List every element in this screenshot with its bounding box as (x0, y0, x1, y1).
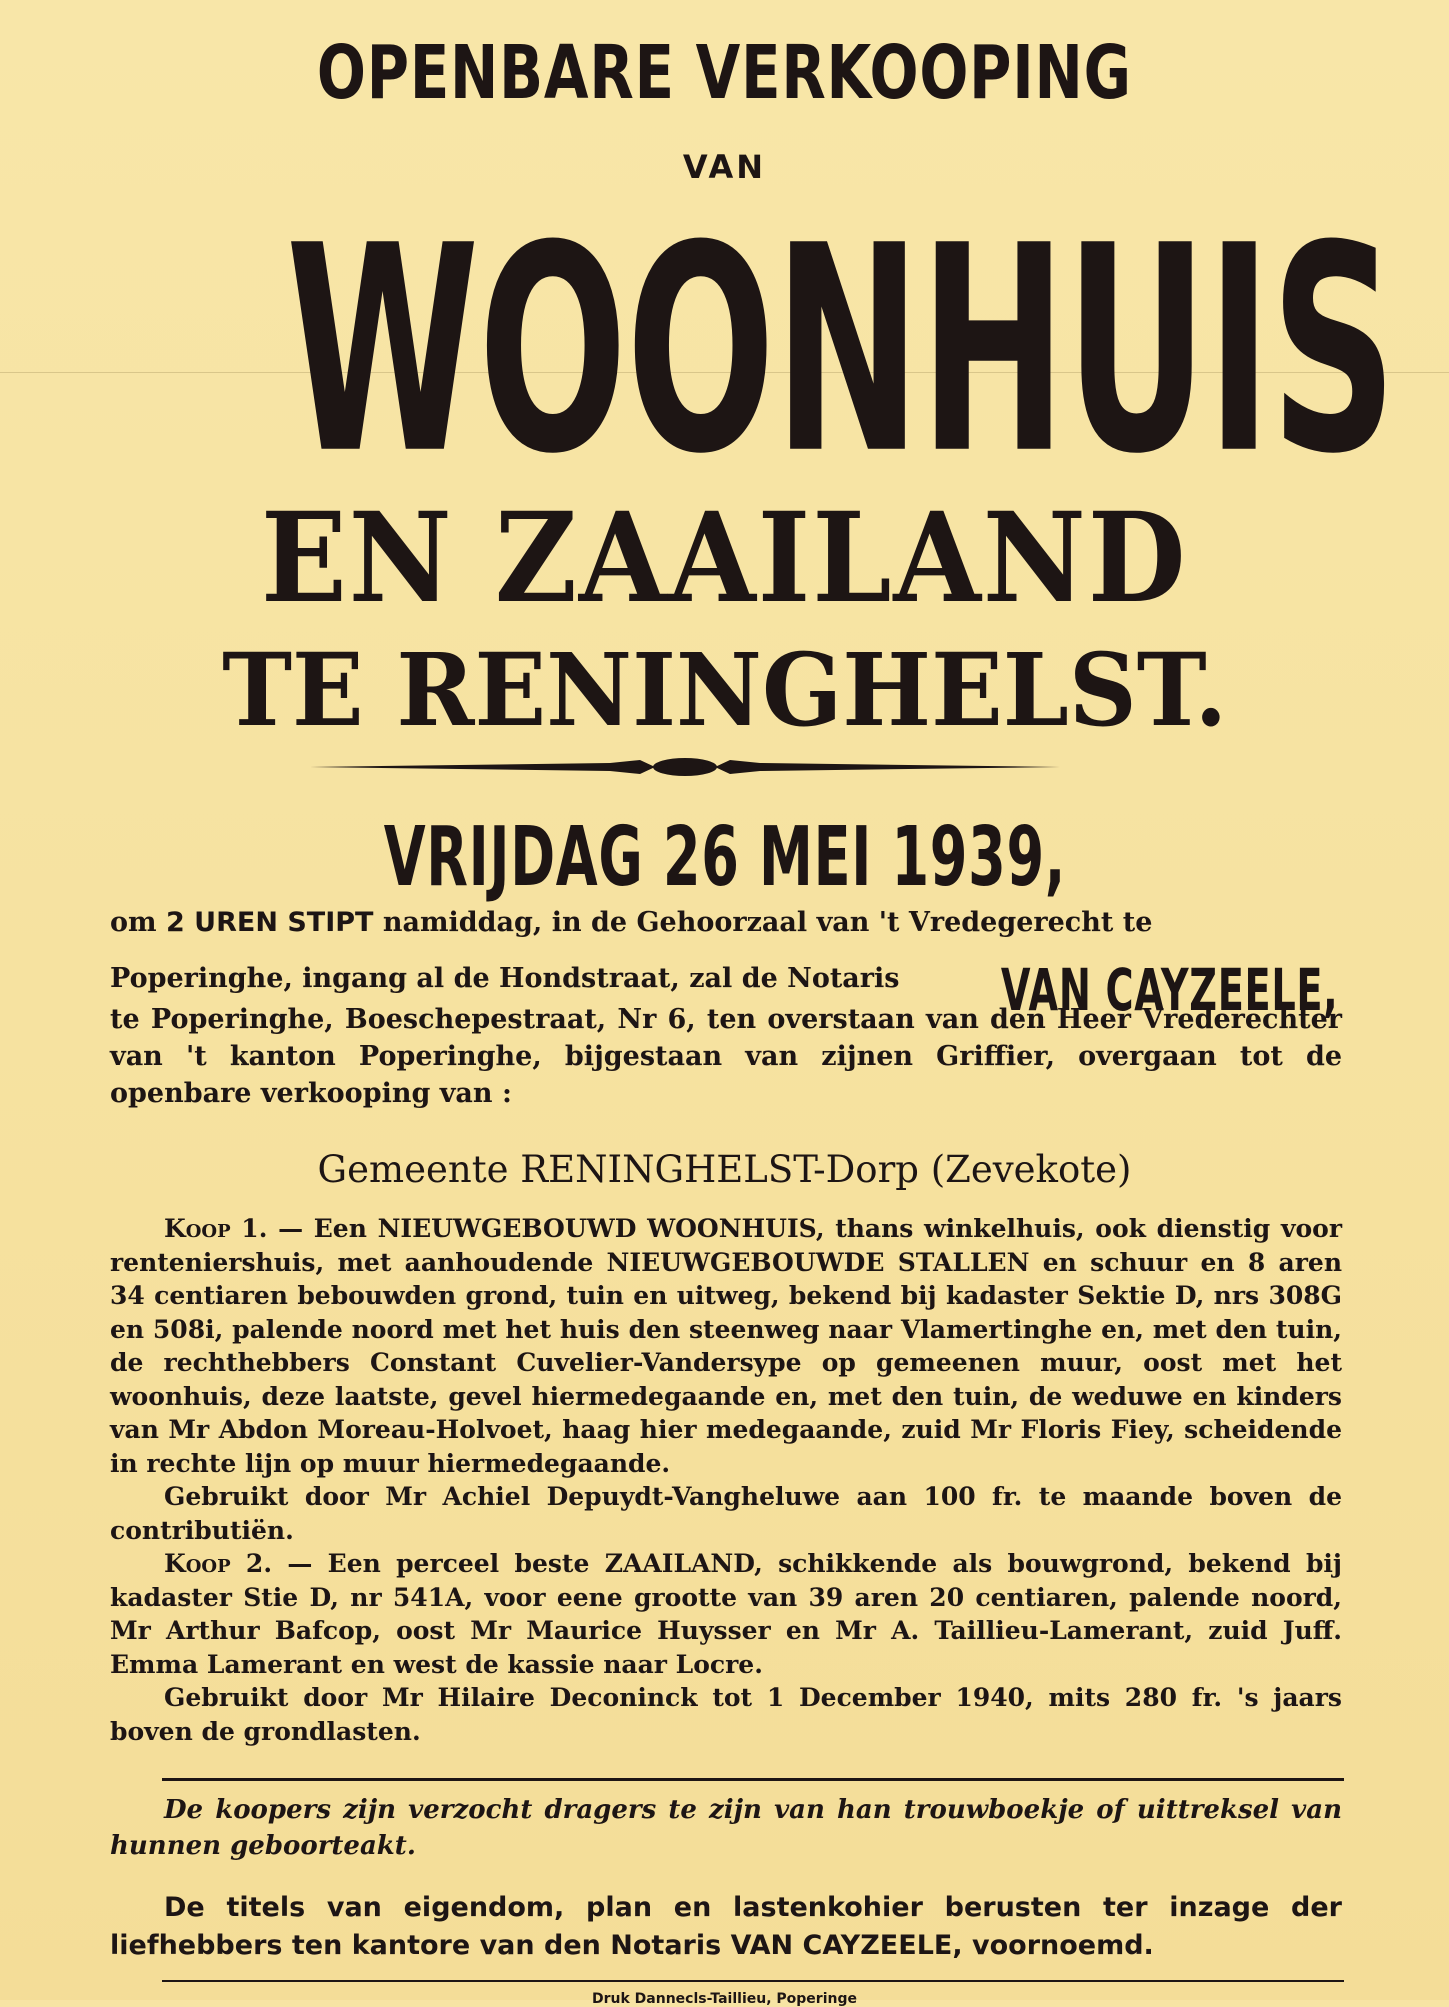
notary-name: VAN CAYZEELE, (1000, 956, 1338, 1024)
intro-line-1: om 2 UREN STIPT namiddag, in de Gehoorzaal van 't Vredegerecht te (110, 907, 1153, 938)
sale-date: VRIJDAG 26 MEI 1939, (383, 810, 1066, 905)
intro-line-3: te Poperinghe, Boeschepestraat, Nr 6, ten overstaan van den Heer Vrederechter van 't kanton Poperinghe, bijgestaan van zijnen Griffier, overgaan tot de openbare verkooping van : (110, 1004, 1342, 1109)
closing-paragraph: De titels van eigendom, plan en lastenkohier berusten ter inzage der liefhebbers ten kantore van den Notaris VAN CAYZEELE, voornoemd. (110, 1892, 1342, 1961)
lot-1-use: Gebruikt door Mr Achiel Depuydt-Vangheluwe aan 100 fr. te maande boven de contributiën. (110, 1482, 1342, 1545)
poster-title-line4: EN ZAAILAND (261, 486, 1188, 631)
ornament-divider (310, 754, 1060, 780)
poster-title-main: WOONHUIS (285, 184, 1396, 517)
bottom-rule (162, 1980, 1344, 1982)
lot-2: Koop 2. — Een perceel beste ZAAILAND, schikkende als bouwgrond, bekend bij kadaster Stie D, nr 541A, voor eene grootte van 39 aren 20 centiaren, palende noord, Mr Arthur Bafcop, oost Mr Maurice Huysser en Mr A. Taillieu-Lamerant, zuid Juff. Emma Lamerant en west de kassie naar Locre. (110, 1549, 1342, 1679)
lot-2-use: Gebruikt door Mr Hilaire Deconinck tot 1 December 1940, mits 280 fr. 's jaars boven de grondlasten. (110, 1683, 1342, 1746)
poster-title-line5: TE RENINGHELST. (221, 631, 1228, 749)
poster-title-line1: OPENBARE VERKOOPING (317, 30, 1132, 116)
intro-line-2: Poperinghe, ingang al de Hondstraat, zal de Notaris VAN CAYZEELE, (110, 956, 1338, 1024)
section-heading: Gemeente RENINGHELST-Dorp (Zevekote) (317, 1148, 1132, 1191)
notary-name-closing: VAN CAYZEELE (730, 1930, 953, 1961)
lots-description (110, 1212, 1342, 1748)
poster-title-line2: VAN (682, 148, 767, 186)
buyer-note: De koopers zijn verzocht dragers te zijn van han trouwboekje of uittreksel van hunnen geboorteakt. (110, 1795, 1342, 1861)
intro-paragraph (110, 904, 1342, 1112)
printer-credit: Druk Dannecls-Taillieu, Poperinge (592, 1991, 857, 2007)
divider-rule (162, 1778, 1344, 1781)
lot-1: Koop 1. — Een NIEUWGEBOUWD WOONHUIS, thans winkelhuis, ook dienstig voor renteniershuis, met aanhoudende NIEUWGEBOUWDE STALLEN en schuur en 8 aren 34 centiaren bebouwden grond, tuin en uitweg, bekend bij kadaster Sektie D, nrs 308G en 508i, palende noord met het huis den steenweg naar Vlamertinghe en, met den tuin, de rechthebbers Constant Cuvelier-Vandersype op gemeenen muur, oost met het woonhuis, deze laatste, gevel hiermedegaande en, met den tuin, de weduwe en kinders van Mr Abdon Moreau-Holvoet, haag hier medegaande, zuid Mr Floris Fiey, scheidende in rechte lijn op muur hiermedegaande. (110, 1214, 1343, 1478)
